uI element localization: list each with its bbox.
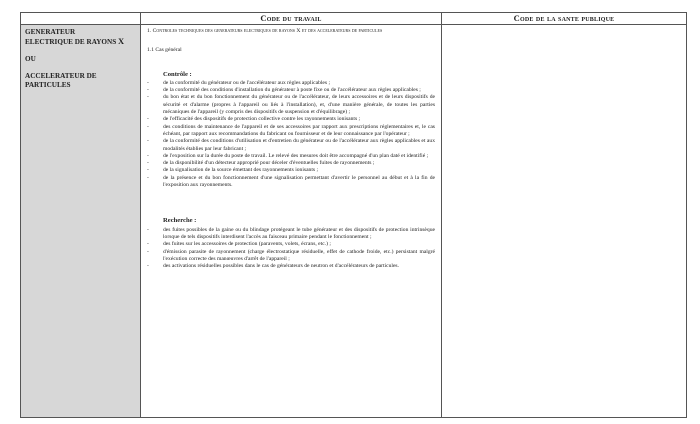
header-code-du-travail: Code du travail <box>141 13 442 25</box>
section-title: 1. Controles techniques des generateurs electriques de rayons X et des accelerateurs de particules <box>147 28 383 34</box>
list-item: - du bon état et du bon fonctionnement du générateur ou de l'accélérateur, de leurs accessoires et de leurs dispositifs de sécurité et d'alarme (propres à l'appareil ou liés à l'installation), et, d'une manière générale, de toutes les parties mécaniques de l'appareil (y compris des dispositifs de suspension et d'équilibrage) ; <box>147 94 435 116</box>
category-generator <box>25 28 136 47</box>
category-accelerator <box>25 72 136 90</box>
list-item: - des fuites possibles de la gaine ou du blindage protégeant le tube générateur et des dispositifs de protection intrinsèque lorsque de tels dispositifs interdisent l'accès au faisceau primaire pendant le fonctionnement ; <box>147 227 435 242</box>
list-item: - de l'efficacité des dispositifs de protection collective contre les rayonnements ionisants ; <box>147 116 435 123</box>
spacer <box>147 189 435 217</box>
list-item: - de l'exposition sur la durée du poste de travail. Le relevé des mesures doit être accompagné d'un plan daté et identifié ; <box>147 153 435 160</box>
header-blank <box>21 13 141 25</box>
controle-heading: Contrôle : <box>163 70 192 78</box>
list-item: - d'émission parasite de rayonnement (charge électrostatique résiduelle, effet de cathode froide, etc.) persistant malgré l'exécution correcte des manœuvres d'arrêt de l'appareil ; <box>147 249 435 264</box>
category-line-2: ELECTRIQUE DE RAYONS <box>25 38 117 46</box>
list-item: - de la conformité des conditions d'installation du générateur à poste fixe ou de l'accélérateur aux règles applicables ; <box>147 87 435 94</box>
category-or: OU <box>25 55 36 63</box>
category-line-2-x: X <box>118 36 125 46</box>
category-line-1: GENERATEUR <box>25 28 76 36</box>
list-item: - de la présence et du bon fonctionnement d'une signalisation permettant d'avertir le personnel au début et à la fin de l'exposition aux rayonnements. <box>147 175 435 190</box>
category-line-4: PARTICULES <box>25 81 71 89</box>
list-item: - de la signalisation de la source émettant des rayonnements ionisants ; <box>147 167 435 174</box>
controle-list <box>147 80 435 189</box>
equipment-category <box>21 25 141 417</box>
regulation-table <box>20 12 687 418</box>
header-code-sante-publique: Code de la sante publique <box>442 13 686 25</box>
category-line-3: ACCELERATEUR DE <box>25 72 97 80</box>
code-sante-publique-content <box>442 25 686 417</box>
recherche-list <box>147 227 435 271</box>
list-item: - des conditions de maintenance de l'appareil et de ses accessoires par rapport aux prescriptions réglementaires et, le cas échéant, par rapport aux recommandations du fabricant ou fournisseur et de leur connaissance par l'opérateur ; <box>147 124 435 139</box>
subsection-title: 1.1 Cas général <box>147 47 182 54</box>
code-du-travail-content <box>141 25 442 417</box>
recherche-heading: Recherche : <box>163 217 197 225</box>
list-item: - des fuites sur les accessoires de protection (paravents, volets, écrans, etc.) ; <box>147 241 435 248</box>
list-item: - des activations résiduelles possibles dans le cas de générateurs de neutron et d'accélérateurs de particules. <box>147 263 435 270</box>
list-item: - de la disponibilité d'un détecteur approprié pour déceler d'éventuelles fuites de rayonnements ; <box>147 160 435 167</box>
list-item: - de la conformité du générateur ou de l'accélérateur aux règles applicables ; <box>147 80 435 87</box>
list-item: - de la conformité des conditions d'utilisation et d'entretien du générateur ou de l'accélérateur aux règles applicables et aux modalités établies par leur fabricant ; <box>147 138 435 153</box>
